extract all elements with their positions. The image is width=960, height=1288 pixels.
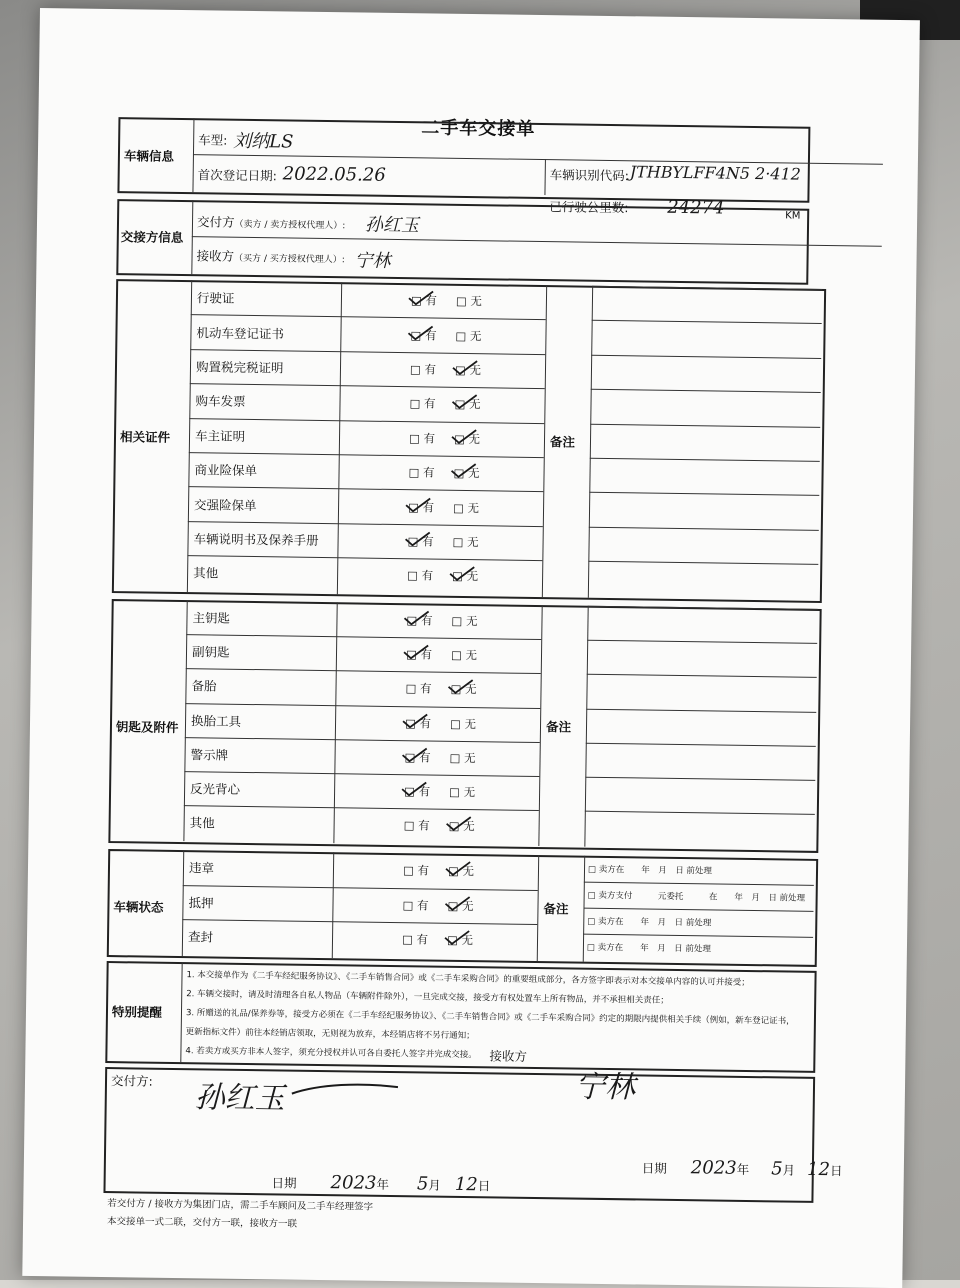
deliver-date: 日期 2023年 5月 12日 xyxy=(271,1172,491,1196)
checkmark-icon xyxy=(402,644,428,658)
first-registration-label: 首次登记日期: xyxy=(197,167,278,184)
yes-checkbox[interactable]: □ 有 xyxy=(407,499,435,515)
deliver-value: 孙红玉 xyxy=(364,214,420,237)
yes-checkbox[interactable]: □ 有 xyxy=(405,647,433,662)
checkmark-icon xyxy=(448,566,474,580)
notice-line: 2. 车辆交接时，请及时清理各自私人物品（车辆附件除外），一旦完成交接，接受方有权处置车上所有物品，并不承担相关责任； xyxy=(186,989,669,1006)
receiver-sign-label: 接收方 xyxy=(489,1048,528,1064)
checkmark-icon xyxy=(451,360,477,374)
deliver-label: 交付方（卖方 / 卖方授权代理人）: xyxy=(196,214,346,232)
keys-header: 钥匙及附件 xyxy=(115,719,179,736)
status-item-label: 违章 xyxy=(188,860,215,876)
yes-checkbox[interactable]: □ 有 xyxy=(409,396,436,411)
receiver-value: 宁林 xyxy=(354,250,391,272)
key-remarks-label: 备注 xyxy=(545,718,572,735)
checkmark-icon xyxy=(401,747,427,761)
yes-checkbox[interactable]: □ 有 xyxy=(408,430,436,446)
no-checkbox[interactable]: □ 无 xyxy=(452,534,479,550)
notice-line: 更新指标文件）前往本经销店领取，无则视为放弃，本经销店将不另行通知； xyxy=(185,1027,475,1042)
status-remarks-label: 备注 xyxy=(543,901,569,917)
yes-checkbox[interactable]: □ 有 xyxy=(405,681,432,697)
document-row xyxy=(191,280,546,319)
model-value: 刘纳LS xyxy=(233,130,294,153)
handover-form xyxy=(22,8,920,1288)
receiver-signature: 宁林 xyxy=(574,1069,636,1106)
checkmark-icon xyxy=(450,429,476,443)
yes-checkbox[interactable]: □ 有 xyxy=(402,898,429,913)
key-item-label: 反光背心 xyxy=(190,781,241,797)
document-row xyxy=(190,349,545,388)
checkmark-icon xyxy=(449,463,475,477)
key-row xyxy=(186,634,541,673)
notice-line: 1. 本交接单作为《二手车经纪服务协议》、《二手车销售合同》或《二手车采购合同》的重要组成部分，各方签字即表示对本交接单内容的认可并接受； xyxy=(186,970,750,989)
key-row xyxy=(184,771,539,810)
checkmark-icon xyxy=(404,497,430,511)
checkmark-icon xyxy=(401,713,427,727)
document-row xyxy=(189,383,544,422)
key-item-label: 副钥匙 xyxy=(191,644,230,660)
no-checkbox[interactable]: □ 无 xyxy=(453,466,480,481)
vin-value: JTHBYLFF4N5 2·412 xyxy=(629,162,802,184)
no-checkbox[interactable]: □ 无 xyxy=(452,569,479,584)
checkmark-icon xyxy=(404,531,430,545)
document-item-label: 机动车登记证书 xyxy=(196,324,285,342)
checkmark-icon xyxy=(445,816,471,830)
no-checkbox[interactable]: □ 无 xyxy=(453,431,481,446)
key-row xyxy=(185,703,540,742)
no-checkbox[interactable]: □ 无 xyxy=(446,933,474,948)
status-header: 车辆状态 xyxy=(113,899,164,915)
vehicle-info-header: 车辆信息 xyxy=(123,148,175,164)
key-row xyxy=(184,737,539,776)
document-item-label: 购置税完税证明 xyxy=(195,359,284,376)
key-row xyxy=(185,668,540,707)
document-item-label: 行驶证 xyxy=(196,290,235,306)
mileage-unit: KM xyxy=(785,210,801,222)
key-item-label: 其他 xyxy=(189,815,215,831)
no-checkbox[interactable]: □ 无 xyxy=(452,500,480,515)
document-row xyxy=(188,452,543,491)
footer-line-1: 若交付方 / 接收方为集团门店，需二手车顾问及二手车经理签字 xyxy=(107,1198,374,1213)
yes-checkbox[interactable]: □ 有 xyxy=(406,613,433,628)
yes-checkbox[interactable]: □ 有 xyxy=(404,715,432,731)
no-checkbox[interactable]: □ 无 xyxy=(454,397,481,412)
checkmark-icon xyxy=(450,394,476,408)
document-item-label: 车主证明 xyxy=(194,427,246,444)
yes-checkbox[interactable]: □ 有 xyxy=(407,534,434,549)
key-item-label: 警示牌 xyxy=(190,747,229,763)
yes-checkbox[interactable]: □ 有 xyxy=(407,568,434,583)
checkmark-icon xyxy=(446,679,472,693)
document-item-label: 交强险保单 xyxy=(193,496,257,513)
model-label: 车型: xyxy=(198,132,228,148)
deliver-signature: 孙红玉 xyxy=(194,1080,286,1117)
status-row xyxy=(182,919,537,959)
yes-checkbox[interactable]: □ 有 xyxy=(410,293,438,308)
yes-checkbox[interactable]: □ 有 xyxy=(402,863,430,878)
mileage-label: 已行驶公里数: xyxy=(549,199,629,216)
yes-checkbox[interactable]: □ 有 xyxy=(408,465,435,480)
document-row xyxy=(189,418,544,457)
receiver-date: 日期 2023年 5月 12日 xyxy=(641,1157,843,1181)
key-row xyxy=(183,805,538,844)
notice-line: 3. 所赠送的礼品/保养券等，接受方必须在《二手车经纪服务协议》、《二手车销售合同》或《二手车采购合同》约定的期限内提供相关手续（例如，新车登记证书， xyxy=(185,1008,795,1027)
no-checkbox[interactable]: □ 无 xyxy=(449,716,477,731)
no-checkbox[interactable]: □ 无 xyxy=(448,819,475,834)
first-registration-value: 2022.05.26 xyxy=(282,163,386,186)
document-remarks-label: 备注 xyxy=(549,433,576,450)
no-checkbox[interactable]: □ 无 xyxy=(447,898,474,914)
key-item-label: 主钥匙 xyxy=(192,610,231,626)
vin-label: 车辆识别代码: xyxy=(549,167,630,184)
no-checkbox[interactable]: □ 无 xyxy=(455,328,482,343)
document-row xyxy=(188,487,543,526)
checkmark-icon xyxy=(402,610,428,624)
notice-header: 特别提醒 xyxy=(111,1004,163,1020)
document-item-label: 商业险保单 xyxy=(194,462,258,479)
status-remark-option[interactable]: □ 卖方在 年 月 日 前处理 xyxy=(586,942,711,955)
yes-checkbox[interactable]: □ 有 xyxy=(401,932,429,947)
no-checkbox[interactable]: □ 无 xyxy=(449,750,476,766)
documents-header: 相关证件 xyxy=(119,429,171,445)
document-row xyxy=(190,315,545,354)
key-row xyxy=(186,600,541,639)
status-remark-option[interactable]: □ 卖方支付 元委托 在 年 月 日 前处理 xyxy=(587,890,806,904)
status-row xyxy=(182,885,537,925)
no-checkbox[interactable]: □ 无 xyxy=(451,613,478,629)
form-title: 二手车交接单 xyxy=(421,117,536,140)
checkmark-icon xyxy=(400,781,426,795)
checkmark-icon xyxy=(444,861,470,875)
checkmark-icon xyxy=(443,896,469,910)
parties-header: 交接方信息 xyxy=(120,229,184,246)
notice-line: 4. 若卖方或买方非本人签字，须充分授权并认可各自委托人签字并完成交接。 xyxy=(185,1046,477,1061)
document-row xyxy=(187,555,542,594)
checkmark-icon xyxy=(443,930,469,944)
status-remark-option[interactable]: □ 卖方在 年 月 日 前处理 xyxy=(587,864,713,877)
deliver-sign-label: 交付方: xyxy=(110,1073,153,1089)
no-checkbox[interactable]: □ 无 xyxy=(454,362,482,378)
document-item-label: 购车发票 xyxy=(195,393,246,410)
status-item-label: 抵押 xyxy=(188,895,214,911)
document-item-label: 车辆说明书及保养手册 xyxy=(193,531,319,548)
no-checkbox[interactable]: □ 无 xyxy=(447,864,475,879)
checkmark-icon xyxy=(406,325,432,339)
key-item-label: 换胎工具 xyxy=(190,712,242,729)
yes-checkbox[interactable]: □ 有 xyxy=(404,750,431,765)
no-checkbox[interactable]: □ 无 xyxy=(448,784,476,800)
checkmark-icon xyxy=(407,290,433,304)
status-remark-option[interactable]: □ 卖方在 年 月 日 前处理 xyxy=(587,916,712,929)
yes-checkbox[interactable]: □ 有 xyxy=(403,818,430,833)
document-item-label: 其他 xyxy=(193,565,219,581)
no-checkbox[interactable]: □ 无 xyxy=(450,648,478,663)
document-row xyxy=(187,521,542,560)
key-item-label: 备胎 xyxy=(191,678,217,695)
status-item-label: 查封 xyxy=(187,929,214,945)
receiver-label: 接收方（买方 / 买方授权代理人）: xyxy=(196,248,345,266)
mileage-value: 24274 xyxy=(667,196,725,219)
deliver-signature-stroke xyxy=(290,1080,400,1102)
yes-checkbox[interactable]: □ 有 xyxy=(404,784,431,799)
footer-line-2: 本交接单一式二联，交付方一联，接收方一联 xyxy=(106,1216,298,1230)
yes-checkbox[interactable]: □ 有 xyxy=(410,327,437,343)
status-row xyxy=(183,850,538,890)
no-checkbox[interactable]: □ 无 xyxy=(450,682,477,697)
yes-checkbox[interactable]: □ 有 xyxy=(409,362,437,377)
no-checkbox[interactable]: □ 无 xyxy=(455,294,483,309)
